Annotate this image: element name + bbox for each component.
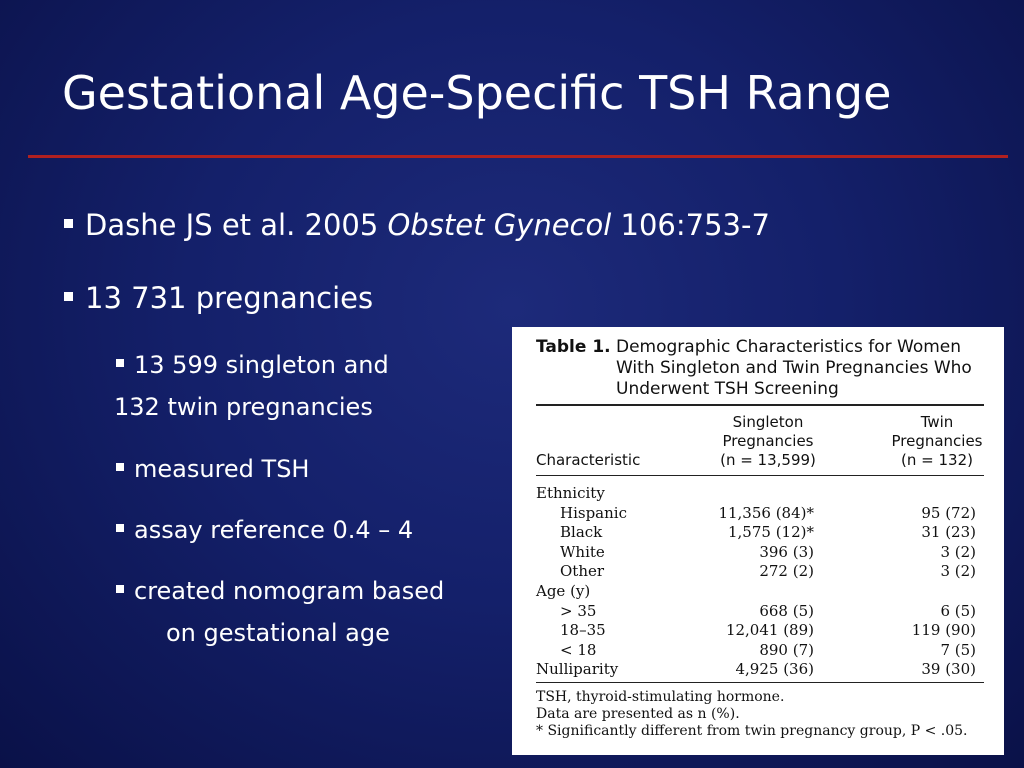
bullet-pregnancies <box>64 281 373 315</box>
subbullet-nomogram <box>116 570 444 612</box>
table-row <box>536 620 984 640</box>
footnote-significance: * Significantly different from twin pregnancy group, P < .05. <box>536 723 968 739</box>
table-row <box>536 483 984 503</box>
cell-singleton: 668 (5) <box>759 601 814 620</box>
header-twin-line2: Pregnancies <box>891 432 983 450</box>
header-twin-line1: Twin <box>920 413 954 431</box>
subbullet-singleton-twin <box>116 344 389 386</box>
cell-twin: 3 (2) <box>940 562 976 581</box>
cell-characteristic: < 18 <box>560 640 597 659</box>
header-singleton <box>708 413 828 470</box>
table-top-rule <box>536 404 984 406</box>
subbullet-singleton-twin-cont <box>114 386 373 428</box>
subbullet-text: measured TSH <box>134 455 310 483</box>
table-bottom-rule <box>536 682 984 683</box>
cell-characteristic: Nulliparity <box>536 660 619 679</box>
subbullet-nomogram-cont <box>166 612 390 654</box>
table-row <box>536 601 984 621</box>
cell-characteristic: Age (y) <box>536 582 591 600</box>
bullet-square-icon <box>116 524 124 532</box>
cell-singleton: 1,575 (12)* <box>727 523 814 542</box>
table-caption-text: Demographic Characteristics for Women With Singleton and Twin Pregnancies Who Underwent TSH Screening <box>616 337 972 399</box>
cell-characteristic: 18–35 <box>560 621 606 640</box>
table-caption <box>536 337 996 400</box>
citation-author: Dashe JS et al. 2005 <box>85 208 388 242</box>
subbullet-assay-reference <box>116 509 413 551</box>
header-singleton-line1: Singleton <box>732 413 804 431</box>
header-characteristic: Characteristic <box>536 451 641 469</box>
bullet-square-icon <box>64 219 73 228</box>
citation-journal: Obstet Gynecol <box>387 208 612 242</box>
header-twin <box>882 413 992 470</box>
header-singleton-line2: Pregnancies <box>722 432 814 450</box>
header-twin-line3: (n = 132) <box>901 451 973 469</box>
cell-characteristic: Ethnicity <box>536 484 605 502</box>
subbullet-measured-tsh <box>116 448 309 490</box>
cell-characteristic: > 35 <box>560 601 597 620</box>
bullet-square-icon <box>116 359 124 367</box>
cell-characteristic: Other <box>560 562 605 581</box>
cell-twin: 31 (23) <box>921 523 976 542</box>
footnote-data-format: Data are presented as n (%). <box>536 706 740 722</box>
subbullet-text: assay reference 0.4 – 4 <box>134 516 414 544</box>
subbullet-text-line2: 132 twin pregnancies <box>114 393 373 421</box>
subbullet-text-line1: 13 599 singleton and <box>134 351 389 379</box>
cell-characteristic: Hispanic <box>560 503 627 522</box>
cell-singleton: 11,356 (84)* <box>718 503 814 522</box>
cell-singleton: 890 (7) <box>759 640 814 659</box>
cell-twin: 7 (5) <box>940 640 976 659</box>
cell-singleton: 272 (2) <box>759 562 814 581</box>
cell-twin: 6 (5) <box>940 601 976 620</box>
table-row <box>536 542 984 562</box>
table-row <box>536 640 984 660</box>
table-row <box>536 522 984 542</box>
table-row <box>536 503 984 523</box>
title-divider <box>28 155 1008 158</box>
cell-twin: 3 (2) <box>940 542 976 561</box>
citation-ref: 106:753-7 <box>611 208 770 242</box>
cell-twin: 95 (72) <box>921 503 976 522</box>
table-row <box>536 561 984 581</box>
cell-characteristic: Black <box>560 523 603 542</box>
bullet-pregnancies-text: 13 731 pregnancies <box>85 281 374 315</box>
cell-singleton: 4,925 (36) <box>735 660 814 679</box>
table-row <box>536 659 984 679</box>
demographics-table <box>512 327 1004 755</box>
header-singleton-line3: (n = 13,599) <box>720 451 816 469</box>
table-header-rule <box>536 475 984 476</box>
bullet-square-icon <box>116 585 124 593</box>
bullet-square-icon <box>116 463 124 471</box>
footnote-abbrev: TSH, thyroid-stimulating hormone. <box>536 689 785 705</box>
subbullet-text-line2: on gestational age <box>166 619 390 647</box>
table-footnotes <box>536 689 996 740</box>
bullet-square-icon <box>64 292 73 301</box>
cell-singleton: 396 (3) <box>759 542 814 561</box>
cell-twin: 39 (30) <box>921 660 976 679</box>
table-label: Table 1. <box>536 337 611 357</box>
cell-twin: 119 (90) <box>911 621 976 640</box>
cell-singleton: 12,041 (89) <box>725 621 814 640</box>
table-row <box>536 581 984 601</box>
cell-characteristic: White <box>560 542 605 561</box>
slide-title: Gestational Age-Specific TSH Range <box>62 66 892 120</box>
bullet-citation <box>64 208 770 242</box>
subbullet-text-line1: created nomogram based <box>134 577 445 605</box>
